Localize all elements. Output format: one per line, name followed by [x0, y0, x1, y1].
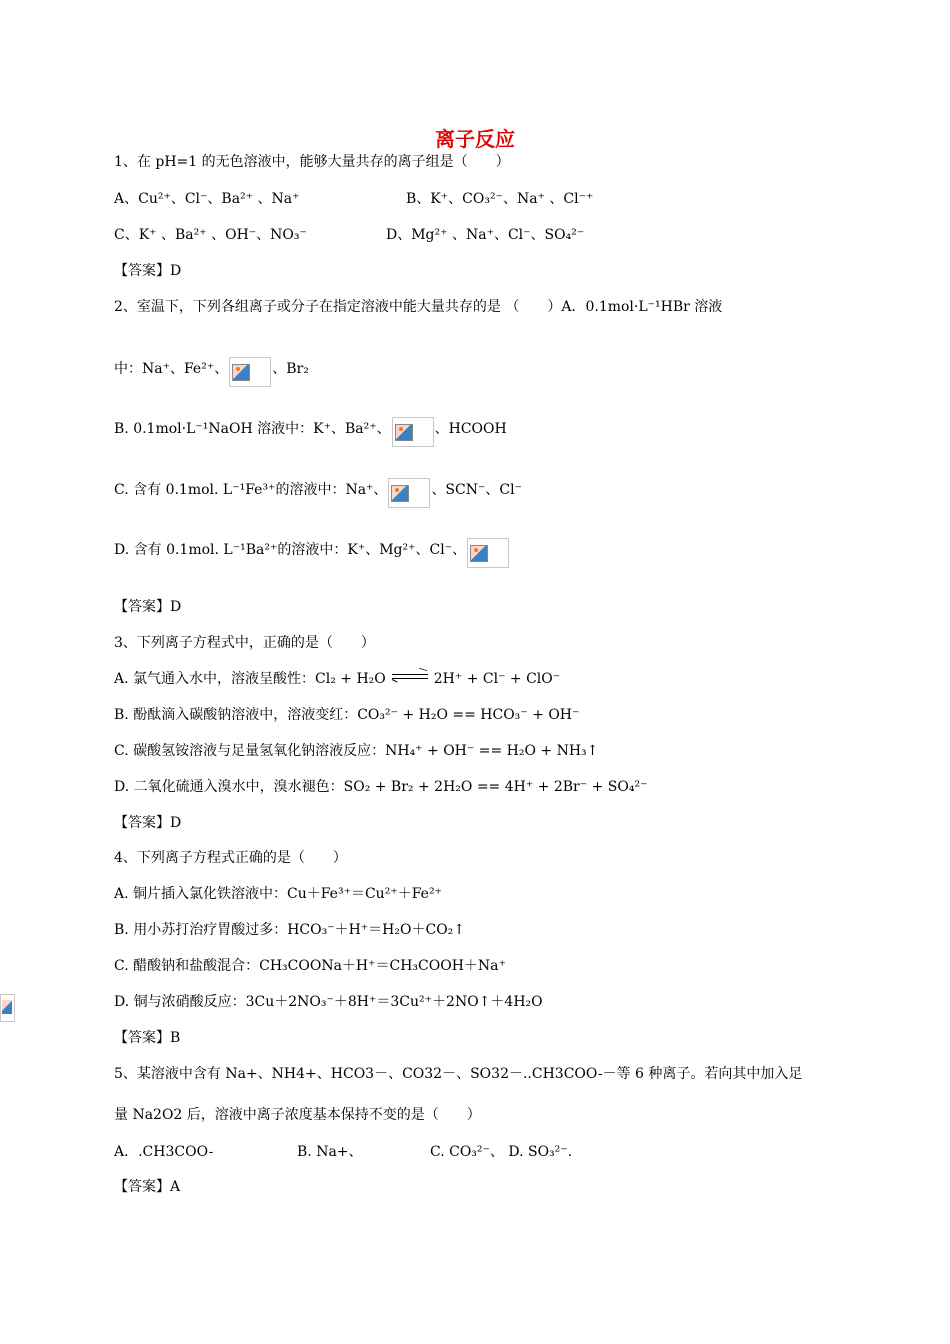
- broken-image-icon: [0, 994, 15, 1022]
- q2-option-b-post: 、HCOOH: [434, 421, 507, 437]
- q4-option-c: C. 醋酸钠和盐酸混合：CH₃COONa＋H⁺＝CH₃COOH＋Na⁺: [114, 958, 506, 974]
- q1-stem: 1、在 pH=1 的无色溶液中，能够大量共存的离子组是（ ）: [114, 154, 510, 170]
- q2-option-d-pre: D. 含有 0.1mol. L⁻¹Ba²⁺的溶液中：K⁺、Mg²⁺、Cl⁻、: [114, 542, 467, 558]
- q3-option-b: B. 酚酞滴入碳酸钠溶液中，溶液变红：CO₃²⁻ + H₂O == HCO₃⁻ + OH⁻: [114, 707, 580, 723]
- page-title: 离子反应: [435, 127, 515, 151]
- q1-answer: 【答案】D: [114, 263, 182, 279]
- q3-option-a-post: 2H⁺ + Cl⁻ + ClO⁻: [433, 671, 561, 687]
- q3-stem: 3、下列离子方程式中，正确的是（ ）: [114, 635, 375, 651]
- q3-option-d: D. 二氧化硫通入溴水中，溴水褪色：SO₂ + Br₂ + 2H₂O == 4H⁺ + 2Br⁻ + SO₄²⁻: [114, 779, 648, 795]
- q2-option-c-pre: C. 含有 0.1mol. L⁻¹Fe³⁺的溶液中：Na⁺、: [114, 482, 388, 498]
- q2-option-b-pre: B. 0.1mol·L⁻¹NaOH 溶液中：K⁺、Ba²⁺、: [114, 421, 391, 437]
- q2-stem: 2、室温下，下列各组离子或分子在指定溶液中能大量共存的是 （ ）A．0.1mol·L⁻¹HBr 溶液: [114, 299, 723, 315]
- q5-stem-line-1: 5、某溶液中含有 Na+、NH4+、HCO3－、CO32－、SO32－..CH3COO-－等 6 种离子。若向其中加入足: [114, 1066, 803, 1082]
- q5-stem-line-2: 量 Na2O2 后，溶液中离子浓度基本保持不变的是（ ）: [114, 1107, 481, 1123]
- q2-option-c-post: 、SCN⁻、Cl⁻: [431, 482, 522, 498]
- q1-option-c: C、K⁺ 、Ba²⁺ 、OH⁻、NO₃⁻: [114, 227, 307, 243]
- q3-option-a: [114, 669, 560, 689]
- q1-option-a: A、Cu²⁺、Cl⁻、Ba²⁺ 、Na⁺: [114, 191, 300, 207]
- q4-option-a: A. 铜片插入氯化铁溶液中：Cu＋Fe³⁺＝Cu²⁺＋Fe²⁺: [114, 886, 442, 902]
- q3-option-a-pre: A. 氯气通入水中，溶液呈酸性：Cl₂ + H₂O: [114, 671, 386, 687]
- broken-image-icon: [388, 478, 430, 508]
- q4-answer: 【答案】B: [114, 1030, 181, 1046]
- q2-option-a-pre: 中：Na⁺、Fe²⁺、: [114, 361, 229, 377]
- q3-answer: 【答案】D: [114, 815, 182, 831]
- q4-stem: 4、下列离子方程式正确的是（ ）: [114, 850, 347, 866]
- q2-option-c: [114, 478, 522, 508]
- q1-option-d: D、Mg²⁺ 、Na⁺、Cl⁻、SO₄²⁻: [386, 227, 585, 243]
- q5-option-a: A．.CH3COO-: [114, 1144, 214, 1160]
- broken-image-icon: [467, 538, 509, 568]
- q4-option-b: B. 用小苏打治疗胃酸过多：HCO₃⁻＋H⁺＝H₂O＋CO₂↑: [114, 922, 466, 938]
- q2-option-a-post: 、Br₂: [272, 361, 309, 377]
- q5-option-b: B. Na+、: [297, 1144, 363, 1160]
- q1-option-b: B、K⁺、CO₃²⁻、Na⁺ 、Cl⁻⁺: [406, 191, 594, 207]
- q5-answer: 【答案】A: [114, 1179, 181, 1195]
- q2-answer: 【答案】D: [114, 599, 182, 615]
- q4-option-d: D. 铜与浓硝酸反应：3Cu＋2NO₃⁻＋8H⁺＝3Cu²⁺＋2NO↑＋4H₂O: [114, 994, 543, 1010]
- q3-option-c: C. 碳酸氢铵溶液与足量氢氧化钠溶液反应：NH₄⁺ + OH⁻ == H₂O + NH₃↑: [114, 743, 599, 759]
- q5-option-cd: C. CO₃²⁻、 D. SO₃²⁻.: [430, 1144, 573, 1160]
- q2-option-b: [114, 417, 507, 447]
- equilibrium-arrow-icon: [392, 672, 428, 682]
- broken-image-icon: [229, 357, 271, 387]
- q2-option-a: [114, 357, 309, 387]
- broken-image-icon: [392, 417, 434, 447]
- q2-option-d: [114, 538, 510, 568]
